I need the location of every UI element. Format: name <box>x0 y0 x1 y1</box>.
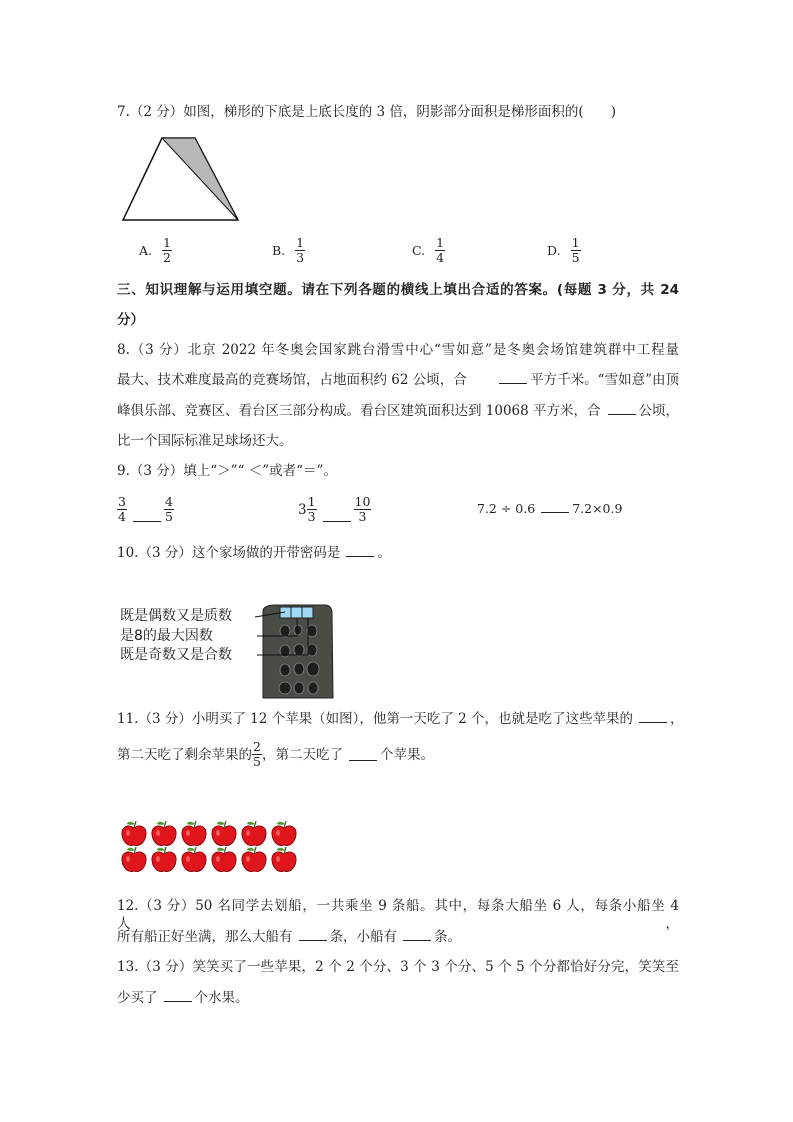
numerator: 10 <box>354 494 371 509</box>
numerator: 1 <box>296 235 305 250</box>
numerator: 1 <box>163 235 171 250</box>
q9-compare-a <box>117 495 174 524</box>
apple-icon <box>241 845 267 871</box>
text: 个水果。 <box>194 990 249 1006</box>
denominator: 4 <box>118 509 126 524</box>
text: ，第二天吃了 <box>261 746 343 763</box>
q8-line4: 比一个国际标准足球场还大。 <box>117 433 293 449</box>
option-d[interactable] <box>547 236 581 265</box>
text: ， <box>670 711 684 727</box>
apples-image <box>121 819 311 871</box>
q10-text <box>117 544 679 562</box>
text: 公顷， <box>638 403 679 419</box>
q9-compare-b <box>298 495 371 524</box>
apple-icon <box>181 845 207 871</box>
apple-icon <box>271 819 297 845</box>
answer-blank[interactable] <box>639 710 667 723</box>
option-c[interactable] <box>412 236 445 265</box>
option-label: A. <box>139 243 153 258</box>
expression: 7.2×0.9 <box>572 501 623 516</box>
denominator: 3 <box>296 250 305 265</box>
apple-icon <box>181 819 207 845</box>
text: 10.（3 分）这个家场做的开带密码是 <box>117 545 341 561</box>
q12-line2 <box>117 928 679 946</box>
answer-blank[interactable] <box>608 402 636 415</box>
text: 第二天吃了剩余苹果的 <box>117 746 252 763</box>
answer-blank[interactable] <box>164 989 192 1002</box>
option-a[interactable] <box>139 236 172 265</box>
numerator: 1 <box>436 235 445 250</box>
option-label: C. <box>412 243 426 258</box>
answer-blank[interactable] <box>403 928 431 941</box>
expression: 7.2 ÷ 0.6 <box>477 501 536 516</box>
fraction <box>307 495 317 524</box>
q7-text: 7.（2 分）如图，梯形的下底是上底长度的 3 倍，阴影部分面积是梯形面积的( ) <box>117 104 616 120</box>
numerator: 4 <box>164 494 173 509</box>
fraction <box>162 236 172 265</box>
text: 所有船正好坐满，那么大船有 <box>117 929 293 945</box>
q11-line2 <box>117 740 679 769</box>
apple-icon <box>121 845 147 871</box>
fraction <box>117 495 127 524</box>
apple-icon <box>121 819 147 845</box>
denominator: 5 <box>571 250 580 265</box>
fraction <box>571 236 581 265</box>
q8-line2 <box>117 371 679 389</box>
q8-line3 <box>117 402 679 420</box>
apple-icon <box>211 845 237 871</box>
apple-icon <box>151 819 177 845</box>
whole-number: 3 <box>298 501 307 518</box>
answer-blank[interactable] <box>346 544 374 557</box>
text: 。 <box>377 545 391 561</box>
clue-label: 既是奇数又是合数 <box>120 647 232 663</box>
text: 平方千米。“雪如意”由顶 <box>530 372 679 388</box>
option-label: D. <box>547 243 561 258</box>
numerator: 1 <box>571 235 580 250</box>
q12-line1: 12.（3 分）50 名同学去划船，一共乘坐 9 条船。其中，每条大船坐 6 人，每条小船坐 4 人， <box>117 898 679 932</box>
q13-line1: 13.（3 分）笑笑买了一些苹果，2 个 2 个分、3 个 3 个分、5 个 5 个分都恰好分完，笑笑至 <box>117 959 679 975</box>
denominator: 5 <box>164 509 173 524</box>
denominator: 4 <box>436 250 445 265</box>
answer-blank[interactable] <box>349 748 377 761</box>
q8-line1: 8.（3 分）北京 2022 年冬奥会国家跳台滑雪中心“雪如意”是冬奥会场馆建筑群中工程量 <box>117 342 679 358</box>
clue-label: 是8的最大因数 <box>120 627 213 644</box>
text: 条。 <box>434 929 461 945</box>
answer-blank[interactable] <box>541 500 569 513</box>
fraction <box>252 740 262 769</box>
denominator: 2 <box>163 250 171 265</box>
text: 个苹果。 <box>379 746 434 763</box>
denominator: 3 <box>307 509 316 524</box>
apple-icon <box>151 845 177 871</box>
q13-line2 <box>117 989 679 1007</box>
section-heading: 三、知识理解与运用填空题。请在下列各题的横线上填出合适的答案。(每题 3 分，共 24 <box>117 282 679 298</box>
denominator: 5 <box>253 754 261 769</box>
answer-blank[interactable] <box>133 509 161 522</box>
text: 最大、技术难度最高的竞赛场馆，占地面积约 62 公顷，合 <box>117 372 467 388</box>
clue-label: 既是偶数又是质数 <box>120 608 232 624</box>
text: 11.（3 分）小明买了 12 个苹果（如图），他第一天吃了 2 个，也就是吃了这些苹果的 <box>117 711 634 727</box>
numerator: 2 <box>253 739 261 754</box>
text: 峰俱乐部、竞赛区、看台区三部分构成。看台区建筑面积达到 10068 平方米，合 <box>117 403 601 419</box>
answer-blank[interactable] <box>499 371 527 384</box>
q11-line1 <box>117 710 684 728</box>
fraction <box>295 236 305 265</box>
fraction <box>164 495 174 524</box>
keypad-lock-image <box>245 602 337 700</box>
numerator: 3 <box>118 494 126 509</box>
q9-text: 9.（3 分）填上“＞”“ ＜”或者“＝”。 <box>117 463 337 479</box>
text: 少买了 <box>117 990 158 1006</box>
text: 条，小船有 <box>329 929 397 945</box>
answer-blank[interactable] <box>323 509 351 522</box>
answer-blank[interactable] <box>299 928 327 941</box>
option-label: B. <box>272 243 286 258</box>
apple-icon <box>271 845 297 871</box>
fraction <box>354 495 372 524</box>
fraction <box>435 236 445 265</box>
apple-icon <box>241 819 267 845</box>
section-heading-cont: 分） <box>117 312 144 328</box>
denominator: 3 <box>358 509 367 524</box>
numerator: 1 <box>307 494 316 509</box>
option-b[interactable] <box>272 236 305 265</box>
q9-compare-c <box>477 500 622 516</box>
apple-icon <box>211 819 237 845</box>
trapezoid-figure <box>120 134 242 224</box>
keypad-clues <box>120 607 232 666</box>
